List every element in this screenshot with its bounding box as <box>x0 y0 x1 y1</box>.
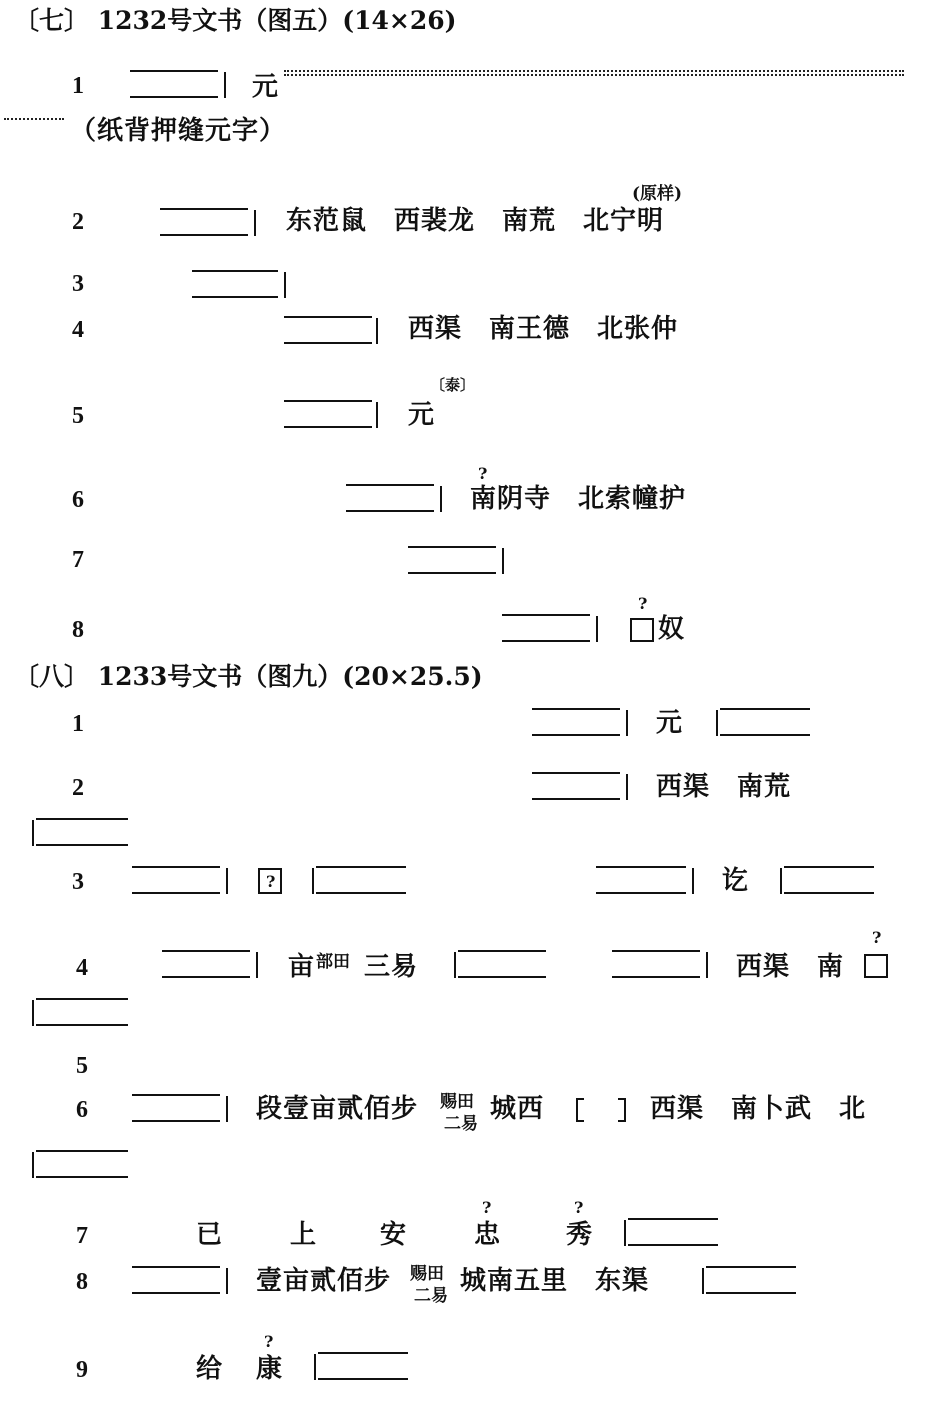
uncertain-mark: ? <box>638 594 648 613</box>
line-text: 元 <box>656 708 684 738</box>
bracket-close <box>618 1098 626 1122</box>
uncertain-mark: ? <box>264 1332 274 1351</box>
line-text: 西渠 南 <box>736 952 845 982</box>
line-text: 东范鼠 西裴龙 南荒 北宁明 <box>286 206 665 236</box>
line-number: 1 <box>72 711 84 737</box>
field-type-note: 部田 <box>316 952 350 972</box>
line-number: 2 <box>72 209 84 235</box>
lacuna-edge <box>454 952 456 978</box>
lacuna-edge <box>284 272 286 298</box>
lacuna-blank <box>132 866 220 894</box>
lacuna-blank <box>160 208 248 236</box>
lacuna-edge <box>32 1152 34 1178</box>
editor-note: (原样) <box>632 184 683 204</box>
bracket-open <box>576 1098 584 1122</box>
line-text: 康 <box>256 1354 284 1384</box>
uncertain-mark: ? <box>266 872 276 891</box>
missing-char-box <box>630 618 654 642</box>
seam-line <box>284 70 904 72</box>
line-text: 上 <box>290 1220 318 1250</box>
lacuna-blank <box>532 708 620 736</box>
lacuna-blank <box>36 818 128 846</box>
lacuna-edge <box>624 1220 626 1246</box>
lacuna-blank <box>502 614 590 642</box>
lacuna-blank <box>284 400 372 428</box>
lacuna-edge <box>314 1354 316 1380</box>
line-text: 段壹亩贰佰步 <box>256 1094 419 1124</box>
lacuna-blank <box>612 950 700 978</box>
lacuna-blank <box>132 1094 220 1122</box>
line-text: 讫 <box>722 866 750 896</box>
lacuna-edge <box>692 868 694 894</box>
lacuna-edge <box>702 1268 704 1294</box>
line-text: 城西 <box>490 1094 545 1124</box>
line-text: 西渠 南卜武 北 <box>650 1094 867 1124</box>
lacuna-edge <box>376 318 378 344</box>
line-number: 2 <box>72 775 84 801</box>
lacuna-blank <box>408 546 496 574</box>
line-number: 7 <box>76 1223 88 1249</box>
seam-note: （纸背押缝元字） <box>70 116 287 146</box>
lacuna-blank <box>532 772 620 800</box>
line-text: 三易 <box>364 952 419 982</box>
lacuna-blank <box>458 950 546 978</box>
uncertain-mark: ? <box>482 1198 492 1217</box>
lacuna-edge <box>256 952 258 978</box>
field-type-note: 赐田 <box>410 1264 444 1284</box>
uncertain-mark: ? <box>478 464 488 483</box>
field-type-note: 二易 <box>414 1286 448 1306</box>
line-text: 元 <box>252 72 280 102</box>
lacuna-edge <box>780 868 782 894</box>
uncertain-char-box <box>258 868 282 894</box>
lacuna-blank <box>132 1266 220 1294</box>
line-text: 南阴寺 北索幢护 <box>470 484 687 514</box>
line-text: 秀 <box>566 1220 594 1250</box>
line-text: 奴 <box>658 614 686 644</box>
lacuna-edge <box>226 1268 228 1294</box>
line-text: 给 <box>196 1354 224 1384</box>
line-number: 4 <box>72 317 84 343</box>
lacuna-edge <box>224 72 226 98</box>
lacuna-edge <box>376 402 378 428</box>
lacuna-edge <box>226 1096 228 1122</box>
lacuna-blank <box>192 270 278 298</box>
line-text: 元 <box>408 400 436 430</box>
line-text: 西渠 南王德 北张仲 <box>408 314 679 344</box>
lacuna-edge <box>626 774 628 800</box>
lacuna-edge <box>32 820 34 846</box>
lacuna-edge <box>254 210 256 236</box>
line-text: 已 <box>196 1220 224 1250</box>
field-type-note: 二易 <box>444 1114 478 1134</box>
editor-note: 〔泰〕 <box>430 376 476 394</box>
lacuna-blank <box>596 866 686 894</box>
line-number: 7 <box>72 547 84 573</box>
lacuna-blank <box>720 708 810 736</box>
lacuna-blank <box>784 866 874 894</box>
lacuna-edge <box>32 1000 34 1026</box>
line-text: 亩 <box>288 952 316 982</box>
lacuna-blank <box>706 1266 796 1294</box>
seam-line <box>4 118 64 120</box>
line-number: 5 <box>72 403 84 429</box>
line-number: 8 <box>72 617 84 643</box>
line-number: 5 <box>76 1053 88 1079</box>
document-7-header: 〔七〕 1232号文书（图五）(14×26) <box>14 6 457 35</box>
lacuna-edge <box>596 616 598 642</box>
missing-char-box <box>864 954 888 978</box>
lacuna-blank <box>130 70 218 98</box>
lacuna-edge <box>502 548 504 574</box>
line-number: 6 <box>76 1097 88 1123</box>
lacuna-blank <box>318 1352 408 1380</box>
document-8-header: 〔八〕 1233号文书（图九）(20×25.5) <box>14 662 483 691</box>
lacuna-blank <box>316 866 406 894</box>
line-number: 9 <box>76 1357 88 1383</box>
line-text: 西渠 南荒 <box>656 772 792 802</box>
lacuna-edge <box>716 710 718 736</box>
lacuna-blank <box>36 998 128 1026</box>
lacuna-blank <box>162 950 250 978</box>
line-number: 3 <box>72 869 84 895</box>
seam-line <box>284 74 904 76</box>
line-text: 壹亩贰佰步 <box>256 1266 392 1296</box>
uncertain-mark: ? <box>872 928 882 947</box>
line-text: 忠 <box>474 1220 502 1250</box>
line-text: 城南五里 东渠 <box>460 1266 650 1296</box>
lacuna-blank <box>36 1150 128 1178</box>
line-number: 8 <box>76 1269 88 1295</box>
line-text: 安 <box>380 1220 408 1250</box>
line-number: 6 <box>72 487 84 513</box>
lacuna-blank <box>346 484 434 512</box>
line-number: 1 <box>72 73 84 99</box>
lacuna-blank <box>628 1218 718 1246</box>
uncertain-mark: ? <box>574 1198 584 1217</box>
lacuna-edge <box>440 486 442 512</box>
lacuna-edge <box>312 868 314 894</box>
line-number: 4 <box>76 955 88 981</box>
lacuna-edge <box>626 710 628 736</box>
field-type-note: 赐田 <box>440 1092 474 1112</box>
lacuna-edge <box>226 868 228 894</box>
lacuna-edge <box>706 952 708 978</box>
lacuna-blank <box>284 316 372 344</box>
line-number: 3 <box>72 271 84 297</box>
